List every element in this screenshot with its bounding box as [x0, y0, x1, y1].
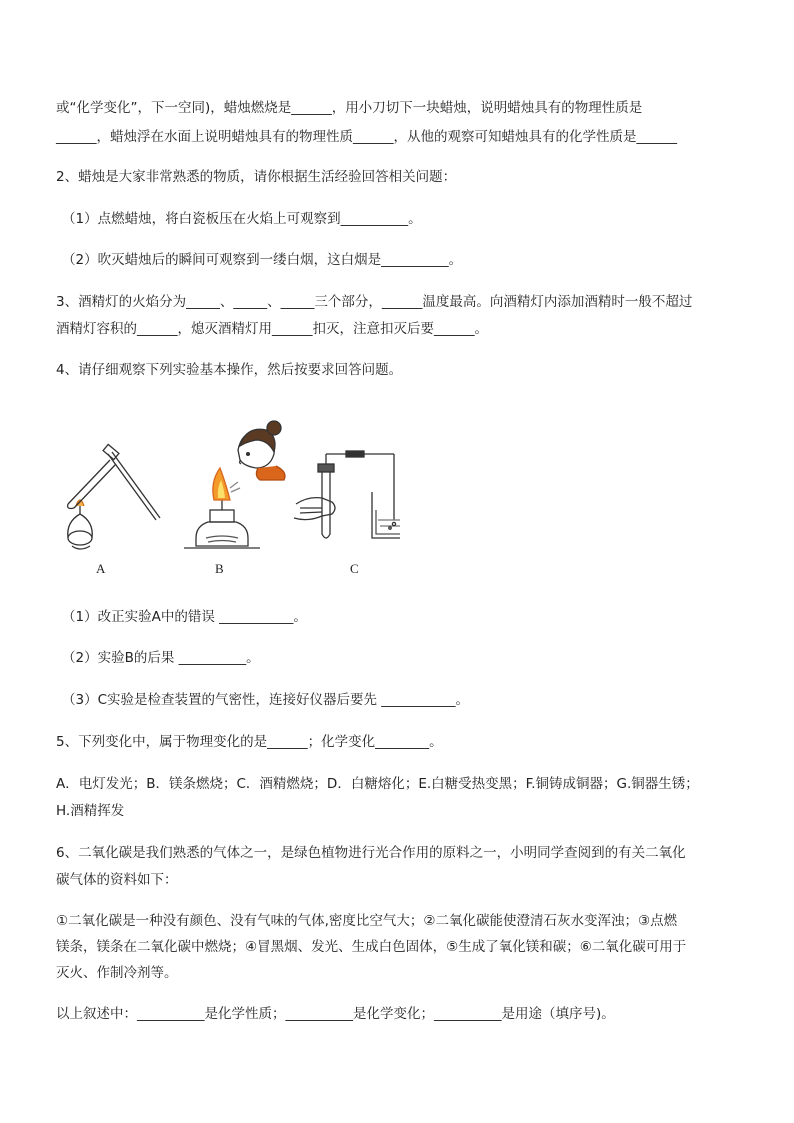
question-4-part-3: （3）C实验是检查装置的气密性，连接好仪器后要先 ___________。 [62, 692, 470, 708]
question-6-info-2: 镁条，镁条在二氧化碳中燃烧；④冒黑烟、发光、生成白色固体，⑤生成了氧化镁和碳；⑥二氧化碳可用于 [56, 939, 687, 955]
question-4-part-2: （2）实验B的后果 __________。 [62, 650, 260, 666]
intro-line-2: ______，蜡烛浮在水面上说明蜡烛具有的物理性质______，从他的观察可知蜡烛具有的化学性质是______ [56, 129, 677, 145]
question-2-part-1: （1）点燃蜡烛，将白瓷板压在火焰上可观察到__________。 [62, 211, 422, 227]
question-6-line-1: 6、二氧化碳是我们熟悉的气体之一，是绿色植物进行光合作用的原料之一，小明同学查阅到的有关二氧化 [56, 845, 686, 861]
question-5-options-2: H.酒精挥发 [56, 803, 125, 819]
question-6-line-2: 碳气体的资料如下： [56, 872, 178, 888]
question-2-stem: 2、蜡烛是大家非常熟悉的物质，请你根据生活经验回答相关问题： [56, 169, 457, 185]
intro-line-1: 或“化学变化”，下一空同)，蜡烛燃烧是______，用小刀切下一块蜡烛，说明蜡烛具有的物理性质是 [56, 100, 643, 116]
question-6-answer: 以上叙述中：__________是化学性质；__________是化学变化；__________是用途（填序号)。 [56, 1006, 615, 1022]
question-5-options-1: A．电灯发光；B．镁条燃烧；C．酒精燃烧；D．白糖熔化；E.白糖受热变黑；F.铜铸成铜器；G.铜器生锈； [56, 776, 699, 792]
experiment-b-drawing [184, 421, 285, 548]
question-5-stem: 5、下列变化中，属于物理变化的是______；化学变化________。 [56, 734, 443, 750]
question-6-info-1: ①二氧化碳是一种没有颜色、没有气味的气体,密度比空气大；②二氧化碳能使澄清石灰水变浑浊；③点燃 [56, 913, 678, 929]
question-3-line-2: 酒精灯容积的______，熄灭酒精灯用______扣灭，注意扣灭后要______。 [56, 321, 488, 337]
question-6-info-3: 灭火、作制冷剂等。 [56, 965, 178, 981]
question-4-stem: 4、请仔细观察下列实验基本操作，然后按要求回答问题。 [56, 362, 403, 378]
figure-label-b: B [215, 561, 224, 576]
question-2-part-2: （2）吹灭蜡烛后的瞬间可观察到一缕白烟，这白烟是__________。 [62, 252, 463, 268]
question-3-line-1: 3、酒精灯的火焰分为_____、_____、_____三个部分，______温度最高。向酒精灯内添加酒精时一般不超过 [56, 294, 693, 310]
figure-label-c: C [350, 561, 359, 576]
question-4-part-1: （1）改正实验A中的错误 ___________。 [62, 609, 307, 625]
experiment-illustration [60, 410, 400, 585]
experiment-figure [60, 410, 400, 585]
experiment-c-drawing [294, 451, 400, 538]
figure-label-a: A [96, 561, 106, 576]
experiment-a-drawing [68, 444, 160, 549]
